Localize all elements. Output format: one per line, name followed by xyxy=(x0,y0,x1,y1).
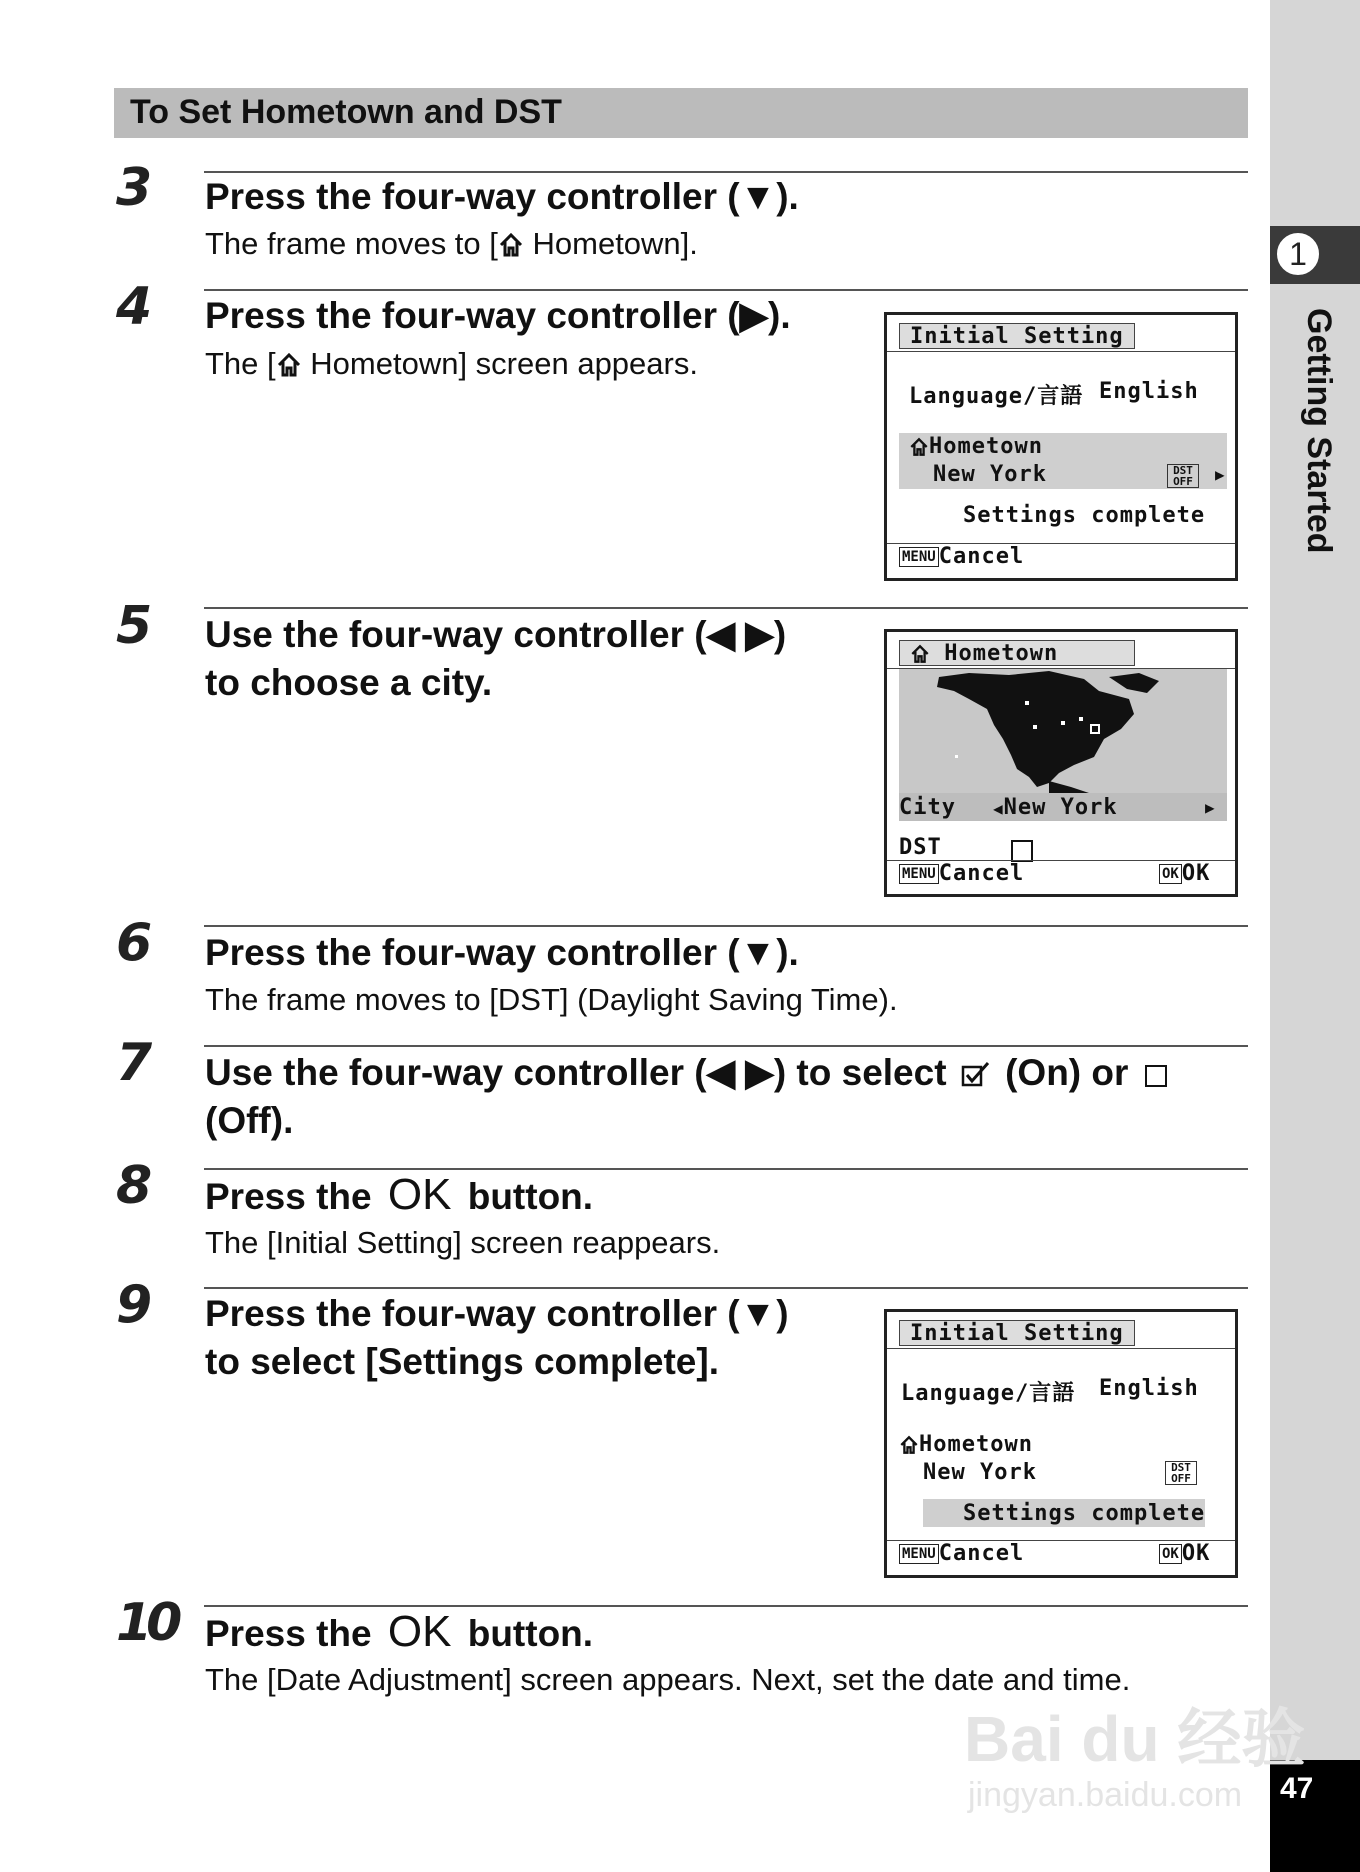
dst-label: DST xyxy=(899,835,942,860)
step-divider xyxy=(204,925,1248,927)
cancel-hint: MENU Cancel xyxy=(899,1541,1024,1566)
screen-divider xyxy=(887,351,1235,352)
step-6-body: The frame moves to [DST] (Daylight Saving Time). xyxy=(205,982,898,1017)
home-icon xyxy=(498,232,524,258)
step-5-heading-line2: to choose a city. xyxy=(205,662,493,703)
step-4-heading: Press the four-way controller (▶). xyxy=(205,295,791,336)
language-value: English xyxy=(1099,379,1199,404)
step-10-body: The [Date Adjustment] screen appears. Next, set the date and time. xyxy=(205,1662,1131,1697)
ok-button-symbol: OK xyxy=(387,1170,452,1219)
step-divider xyxy=(204,607,1248,609)
watermark-logo: Bai du 经验 xyxy=(964,1703,1306,1775)
home-icon xyxy=(910,644,930,664)
right-arrow-icon: ▶ xyxy=(1205,798,1216,817)
step-3-body: The frame moves to [ Hometown]. xyxy=(205,226,698,261)
home-icon xyxy=(899,1435,919,1455)
step-divider xyxy=(204,289,1248,291)
step-3-heading: Press the four-way controller (▼). xyxy=(205,176,799,217)
settings-complete[interactable]: Settings complete xyxy=(963,1501,1206,1526)
step-number: 9 xyxy=(116,1275,150,1335)
dst-off-icon: DST OFF xyxy=(1165,1460,1197,1485)
step-number: 3 xyxy=(116,158,150,218)
cancel-hint: MENU Cancel xyxy=(899,544,1024,569)
camera-screen-settings-complete xyxy=(884,1309,1238,1578)
home-icon xyxy=(909,437,929,457)
hometown-city: New York xyxy=(933,462,1047,487)
step-7-heading-line2: (Off). xyxy=(205,1100,294,1141)
step-number: 10 xyxy=(116,1593,177,1653)
left-arrow-icon: ◀ xyxy=(993,799,1004,818)
ok-button-symbol: OK xyxy=(387,1607,452,1656)
watermark-url: jingyan.baidu.com xyxy=(968,1776,1243,1814)
step-10-heading: Press the OK button. xyxy=(205,1607,594,1656)
unchecked-box-icon xyxy=(1145,1065,1167,1087)
page-number: 47 xyxy=(1280,1772,1314,1805)
world-map xyxy=(899,669,1227,799)
ok-hint: OK OK xyxy=(1159,861,1210,886)
screen-tab-title: Initial Setting xyxy=(899,1320,1135,1346)
step-4-body: The [ Hometown] screen appears. xyxy=(205,346,698,381)
step-6-heading: Press the four-way controller (▼). xyxy=(205,932,799,973)
city-label: City xyxy=(899,795,956,820)
home-icon xyxy=(276,352,302,378)
chapter-number: 1 xyxy=(1275,231,1321,277)
step-number: 6 xyxy=(116,913,150,973)
hometown-city: New York xyxy=(923,1460,1037,1485)
ok-hint: OK OK xyxy=(1159,1541,1210,1566)
hometown-label: Hometown xyxy=(899,1432,1033,1457)
screen-tab-title: Initial Setting xyxy=(899,323,1135,349)
step-9-heading-line1: Press the four-way controller (▼) xyxy=(205,1293,789,1334)
right-arrow-icon: ▶ xyxy=(1215,465,1226,484)
step-8-body: The [Initial Setting] screen reappears. xyxy=(205,1225,721,1260)
step-number: 7 xyxy=(116,1033,150,1093)
language-value: English xyxy=(1099,1376,1199,1401)
cancel-hint: MENU Cancel xyxy=(899,861,1024,886)
step-number: 4 xyxy=(116,277,150,337)
step-7-heading-line1: Use the four-way controller (◀ ▶) to select (On) or xyxy=(205,1049,1167,1097)
step-divider xyxy=(204,1605,1248,1607)
step-9-heading-line2: to select [Settings complete]. xyxy=(205,1341,719,1382)
camera-screen-initial-setting xyxy=(884,312,1238,581)
chapter-title: Getting Started xyxy=(1300,308,1338,554)
dst-checkbox[interactable] xyxy=(1011,840,1033,862)
hometown-label: Hometown xyxy=(909,434,1043,459)
settings-complete: Settings complete xyxy=(963,503,1206,528)
dst-off-icon: DST OFF xyxy=(1167,463,1199,488)
step-divider xyxy=(204,1045,1248,1047)
language-label: Language/言語 xyxy=(901,1381,1076,1406)
checked-box-icon xyxy=(961,1061,991,1089)
step-divider xyxy=(204,1287,1248,1289)
step-number: 5 xyxy=(116,596,150,656)
screen-tab-title: Hometown xyxy=(899,640,1135,666)
camera-screen-hometown xyxy=(884,629,1238,897)
city-selector[interactable]: ◀New York xyxy=(993,795,1118,820)
step-number: 8 xyxy=(116,1156,150,1216)
step-divider xyxy=(204,1168,1248,1170)
screen-divider xyxy=(887,1348,1235,1349)
step-5-heading-line1: Use the four-way controller (◀ ▶) xyxy=(205,614,787,655)
section-title: To Set Hometown and DST xyxy=(130,93,562,131)
language-label: Language/言語 xyxy=(909,384,1084,409)
step-8-heading: Press the OK button. xyxy=(205,1170,594,1219)
